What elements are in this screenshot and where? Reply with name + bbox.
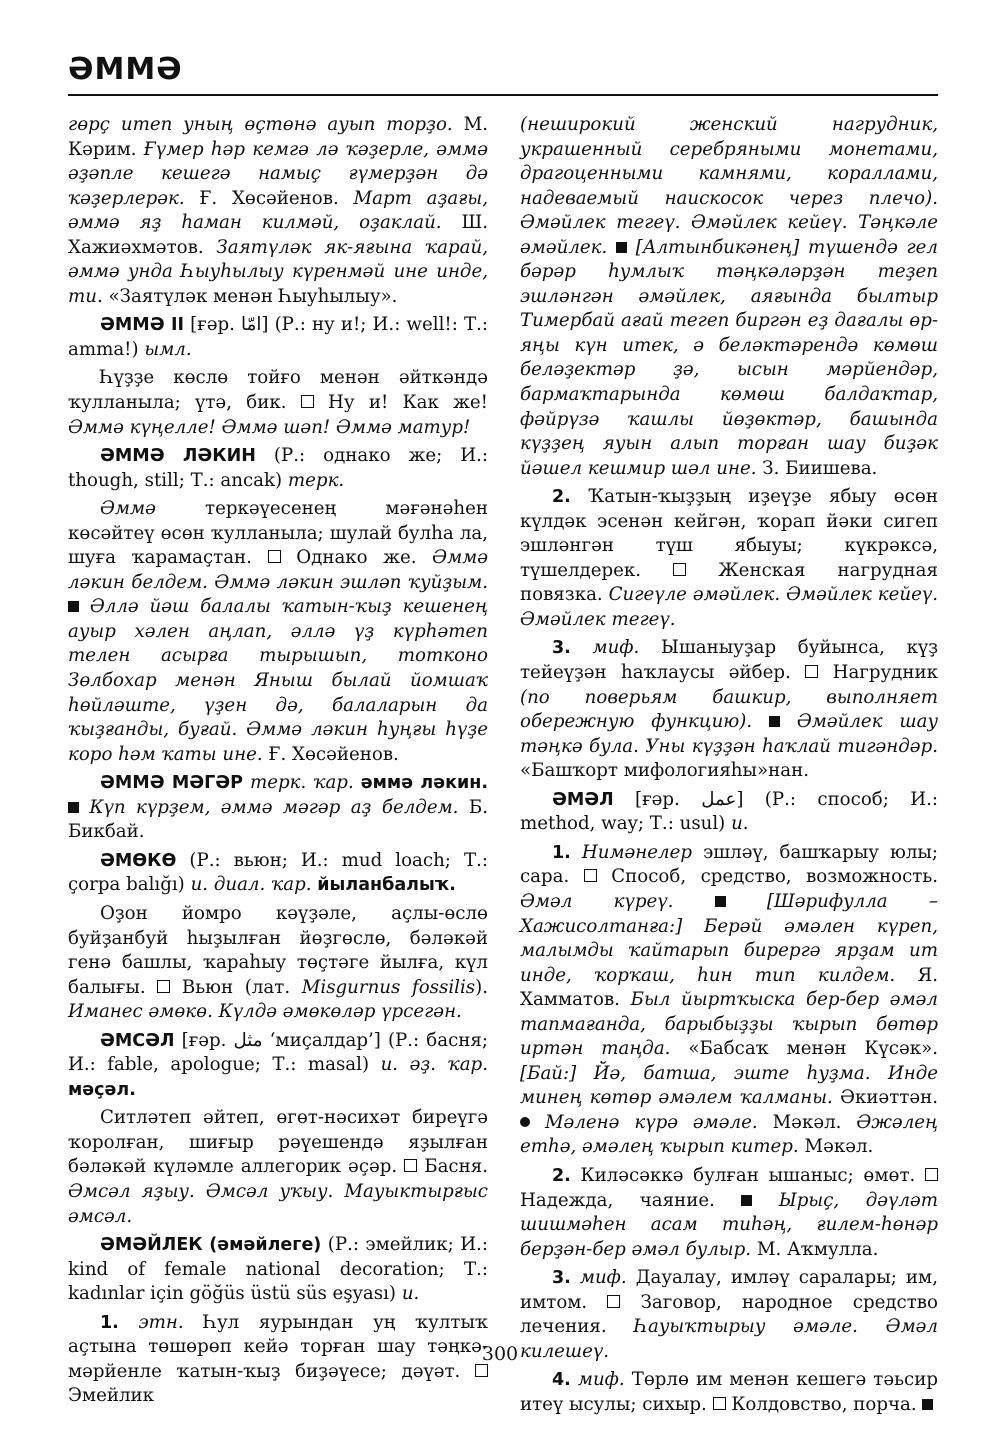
plain-text: Ҡатын-ҡыҙҙың иҙеүҙе ябыу өсөн күлдәк эсенән кейгән, ҡорап йәки сигеп эшләнгән түш ябыуы; күкрәксә, түшелдерек. [520, 486, 938, 581]
headword-text: ӘМСӘЛ [100, 1030, 175, 1051]
plain-text [780, 711, 797, 732]
translation-marker-icon [268, 550, 281, 563]
entry-paragraph [520, 113, 938, 481]
plain-text: Нагрудник [818, 662, 938, 684]
italic-text: Ырыç, дәүләт шишмәһен асам тиһәң, ғилем-һөнәр берҙән-бер әмәл булыр. [520, 1189, 938, 1260]
plain-text: Дауалау, имләү саралары; им, имтом. [520, 1267, 938, 1313]
italic-text: Әммә ләкин белдем. Әммә ләкин эшләп ҡуйҙым. [68, 547, 488, 593]
italic-text: и. әҙ. ҡар. [380, 1054, 488, 1076]
plain-text [530, 1112, 545, 1133]
dictionary-entry [68, 444, 488, 493]
plain-text: М. Кәрим. [68, 114, 488, 160]
plain-text [627, 237, 636, 258]
translation-marker-icon [607, 1295, 620, 1308]
arabic-script: مثل [233, 1029, 263, 1051]
example-marker-icon [741, 1195, 752, 1206]
entry-paragraph [68, 1106, 488, 1229]
dictionary-entry [68, 1233, 488, 1307]
plain-text: эшләү, башҡарыу юлы; сара. [520, 841, 938, 888]
header-rule [68, 94, 938, 96]
translation-marker-icon [404, 1159, 417, 1172]
entry-paragraph [68, 113, 488, 309]
italic-text: Күп күрҙем, әммә мәгәр аҙ белдем. [89, 796, 459, 818]
headword-text: 2. [552, 487, 571, 508]
italic-text: Әмәл күреү. [520, 890, 674, 912]
headword-text: ӘМӨКӨ [100, 850, 177, 871]
italic-text: Әжәлең етһә, әмәлең ҡырып китер. [520, 1111, 938, 1158]
italic-text: Март аҙағы, әммә яҙ һаман килмәй, оҙаклай. [68, 187, 488, 234]
plain-text: З. Биишева. [756, 457, 878, 479]
italic-text: [Шәрифулла – Хажисолтанға:] Берәй әмәлен күреп, малымды ҡайтарып бирергә ярҙам ит инде, ҡорҡаш, һин тип килдем. [520, 890, 938, 986]
plain-text: Ышаныуҙар буйынса, күҙ тейеүҙән һаҡлаусы әйбер. [520, 637, 938, 684]
plain-text: М. Аҡмулла. [751, 1238, 879, 1260]
plain-text: Ситләтеп әйтеп, өгөт-нәсихәт биреүгә ҡоролған, шиғыр рәүешендә яҙылған бәләкәй күләмле аллегорик әçәр. [68, 1107, 488, 1178]
plain-text: Ғ. Хөсәйенов. [262, 743, 399, 765]
entry-paragraph [520, 485, 938, 632]
plain-text: Киләсәккә булған ышаныс; өмөт. [570, 1164, 925, 1186]
headword-text: 1. [100, 1312, 119, 1333]
headword-text: ӘММӘ МӘГӘР [100, 773, 243, 794]
plain-text: Б. Бикбай. [68, 796, 488, 843]
plain-text: Һүҙҙе көслө тойғо менән әйткәндә ҡулланыла; үтә, бик. [68, 367, 488, 414]
plain-text: Төрлө им менән кешегә тәьсир итеү ысулы; сихыр. [520, 1369, 938, 1415]
plain-text [119, 1312, 139, 1333]
italic-text: ымл. [144, 338, 192, 360]
entry-paragraph [68, 902, 488, 1025]
plain-text: Эмейлик [68, 1385, 154, 1407]
headword-text: ӘММӘ II [100, 315, 184, 336]
translation-marker-icon [301, 395, 314, 408]
example-marker-icon [769, 716, 780, 727]
plain-text: (Р.: эмейлик; И.: kind of female national decoration; Т.: kadınlar için göğüs üstü süs eşyası) [68, 1234, 488, 1305]
plain-text: ] (Р.: ну и!; И.: well!: Т.: amma!) [68, 314, 488, 360]
entry-paragraph [520, 636, 938, 783]
italic-text: терк. [287, 469, 345, 491]
example-marker-icon [68, 802, 79, 813]
italic-text: Әмәйлек шау тәңкә була. Уны күҙҙән һаҡлай тигәндәр. [520, 711, 938, 757]
plain-text: Мәкәл. [757, 1111, 857, 1133]
plain-text: Однако же. [280, 547, 433, 569]
arabic-script: عمل [701, 788, 737, 810]
entry-paragraph [68, 366, 488, 440]
translation-marker-icon [713, 1397, 726, 1410]
italic-text: миф. [577, 1369, 625, 1391]
plain-text: Я. Хамматов. [520, 964, 938, 1011]
italic-text: Иманес әмөкө. Күлдә әмөкөләр үрсегән. [68, 1001, 462, 1023]
headword-text: 1. [552, 842, 571, 863]
italic-text: Әммә [100, 498, 156, 520]
plain-text: ). [475, 976, 489, 998]
plain-text: Ш. Хажиәхмәтов. [68, 212, 488, 258]
italic-text: Сигеүле әмәйлек. Әмәйлек кейеү. Әмәйлек тегеү. [520, 584, 938, 630]
italic-text: терк. ҡар. [250, 772, 354, 794]
plain-text [571, 842, 582, 863]
italic-text: этн. [138, 1311, 184, 1333]
plain-text: Надежда, чаяние. [520, 1189, 742, 1211]
headword-text: әммә ләкин. [360, 773, 488, 794]
plain-text: Әкиәттән. [832, 1087, 938, 1109]
italic-text: миф. [579, 1267, 627, 1289]
plain-text [571, 1369, 578, 1390]
italic-text: Был йыртҡыска бер-бер әмәл тапмағанда, барыбыҙҙы ҡырып бөтөр иртән таңда. [520, 989, 938, 1060]
plain-text: [ғәр. [184, 314, 242, 336]
italic-text: Misgurnus fossilis [301, 976, 476, 998]
plain-text [752, 1190, 779, 1211]
example-marker-icon [616, 242, 627, 253]
italic-text: [Алтынбикәнең] түшендә гел бәрәр һумлыҡ тәңкәләрҙән теҙеп эшләнгән әмәйлек, аяғында былтыр Тимербай ағай тегеп биргән еҙ дағалы өр-яңы күн итек, ә беләктәрендә көмөш беләҙектәр ҙә, ысын мәрйендәр, бармаҡтарында көмөш балдаҡтар, фәйрүзә ҡашлы йөҙөктәр, башында күҙҙең яуын алып торған шау биҙәк йәшел кешмир шәл ине. [520, 236, 938, 479]
italic-text: Әммә күңелле! Әммә шәп! Әммә матур! [68, 416, 471, 438]
translation-marker-icon [925, 1168, 938, 1181]
left-column [68, 113, 488, 1409]
plain-text [607, 237, 616, 258]
plain-text [726, 891, 767, 912]
plain-text [243, 772, 250, 793]
plain-text: [ғәр. [613, 788, 702, 810]
dictionary-entry [68, 771, 488, 845]
italic-text: (по поверьям башкир, выполняет обережную функцию). [520, 686, 938, 733]
italic-text: Ғүмер һәр кемгә лә ҡәҙерле, әммә әҙәпле кешегә намыç ғүмерҙән дә ҡәҙерлерәк. [68, 138, 488, 209]
headword-text: ӘМӘЙЛЕК (әмәйлеге) [100, 1235, 322, 1256]
plain-text [571, 1267, 580, 1288]
translation-marker-icon [673, 563, 686, 576]
translation-marker-icon [157, 980, 170, 993]
dictionary-entry [68, 313, 488, 362]
entry-paragraph [68, 497, 488, 767]
italic-text: Мәленә күрә әмәле. [544, 1111, 758, 1133]
entry-paragraph [520, 1164, 938, 1262]
plain-text: ] (Р.: способ; И.: method, way; Т.: usul) [520, 788, 938, 835]
plain-text: [ғәр. [174, 1029, 234, 1051]
entry-paragraph [520, 1368, 938, 1417]
plain-text: «Бабсаҡ менән Күсәк». [670, 1038, 938, 1060]
plain-text: Женская нагрудная повязка. [520, 559, 938, 606]
italic-text: Әмсәл яҙыу. Әмсәл уҡыу. Мауыктырғыс әмсәл. [68, 1180, 488, 1227]
running-header: ӘММӘ [68, 52, 183, 87]
proverb-marker-icon [520, 1117, 530, 1127]
plain-text: Мәкәл. [798, 1136, 874, 1158]
italic-text: (неширокий женский нагрудник, украшенный серебряными монетами, драгоценными камнями, кораллами, надеваемый наискосок через плечо). Әмәйлек тегеү. Әмәйлек кейеү. Тәңкәле әмәйлек. [520, 114, 938, 258]
headword-text: ӘМӘЛ [552, 789, 614, 810]
headword-text: мәçәл. [68, 1079, 136, 1100]
plain-text: Способ, средство, возможность. [596, 866, 939, 888]
plain-text: Ну и! Как же! [313, 392, 488, 414]
headword-text: 3. [552, 1268, 571, 1289]
plain-text: Ғ. Хөсәйенов. [184, 187, 354, 209]
dictionary-entry [520, 788, 938, 837]
headword-text: йыланбалыҡ. [317, 875, 456, 896]
italic-text: Заятүләк як-яғына ҡарай, әммә унда Һыуһылыу күренмәй ине инде, ти. [68, 236, 488, 307]
translation-marker-icon [584, 869, 597, 882]
italic-text: гөрç итеп уның өçтөнә ауып торҙо. [68, 114, 453, 135]
dictionary-entry [68, 849, 488, 898]
plain-text [571, 637, 593, 658]
italic-text: Нимәнелер [581, 841, 693, 863]
headword-text: 4. [552, 1370, 571, 1391]
plain-text: (Р.: однако же; И.: though, still; Т.: ancak) [68, 445, 488, 491]
italic-text: Һауыҡтырыу әмәле. Әмәл килешеү. [520, 1316, 938, 1362]
plain-text: Вьюн (лат. [170, 976, 302, 998]
plain-text [354, 772, 361, 793]
headword-text: ӘММӘ ЛӘКИН [100, 446, 256, 467]
plain-text [79, 797, 89, 818]
plain-text: «Башҡорт мифологияһы»нан. [520, 760, 809, 782]
right-column [520, 113, 938, 1417]
plain-text [673, 891, 714, 912]
plain-text: Һул яурындан уң ҡултыҡ аçтына төшөрөп кейә торған шау тәңкә-мәрйенле ҡатын-ҡыҙ биҙәүесе; дәүәт. [68, 1311, 488, 1382]
headword-text: 3. [552, 638, 571, 659]
page-number: 300 [481, 1343, 519, 1365]
plain-text: Колдовство, порча. [725, 1393, 923, 1415]
plain-text: Заговор, народное средство лечения. [520, 1291, 938, 1338]
entry-paragraph [520, 841, 938, 1160]
example-marker-icon [68, 601, 79, 612]
plain-text: теркәүесенең мәғәнәһен көсәйтеү өсөн ҡулланыла; шулай булһа ла, шуға ҡарамаçтан. [68, 498, 488, 569]
plain-text [752, 711, 769, 732]
arabic-script: امّا [241, 314, 262, 336]
dictionary-entry [68, 1029, 488, 1103]
plain-text: ‘миçалдар’] (Р.: басня; И.: fable, apologue; Т.: masal) [68, 1029, 488, 1076]
plain-text: «Заятүләк менән Һыуһылыу». [102, 285, 398, 307]
italic-text: и. [731, 813, 749, 835]
italic-text: Әллә йәш балалы ҡатын-ҡыҙ кешенең ауыр хәлен аңлап, әллә үҙ күрһәтеп телен асырға тырышып, тотконо Зөлбохар менән Яныш былай йомшаҡ һөйләште, үҙен дә, балаларын да ҡыҙғанды, буғай. Әммә ләкин һуңғы һүҙе коро һәм ҡаты ине. [68, 596, 488, 765]
italic-text: [Бай:] Йә, батша, эште һуҙма. Инде минең көтөр әмәлем ҡалманы. [520, 1062, 938, 1109]
italic-text: и. [401, 1283, 420, 1305]
example-marker-icon [922, 1399, 933, 1410]
italic-text: и. диал. ҡар. [190, 874, 312, 896]
italic-text: миф. [592, 637, 640, 659]
translation-marker-icon [805, 665, 818, 678]
plain-text: Басня. [417, 1156, 488, 1178]
translation-marker-icon [475, 1364, 488, 1377]
example-marker-icon [715, 896, 726, 907]
headword-text: 2. [552, 1165, 571, 1186]
plain-text: Оҙон йомро кәүҙәле, аçлы-өслө буйҙанбуй һыҙылған йөҙгөслө, бәләкәй генә башлы, ҡараһыу төçтәге йылға, күл балығы. [68, 902, 488, 998]
plain-text [79, 596, 90, 617]
plain-text: (Р.: вьюн; И.: mud loach; Т.: çorpa balığı) [68, 849, 488, 896]
